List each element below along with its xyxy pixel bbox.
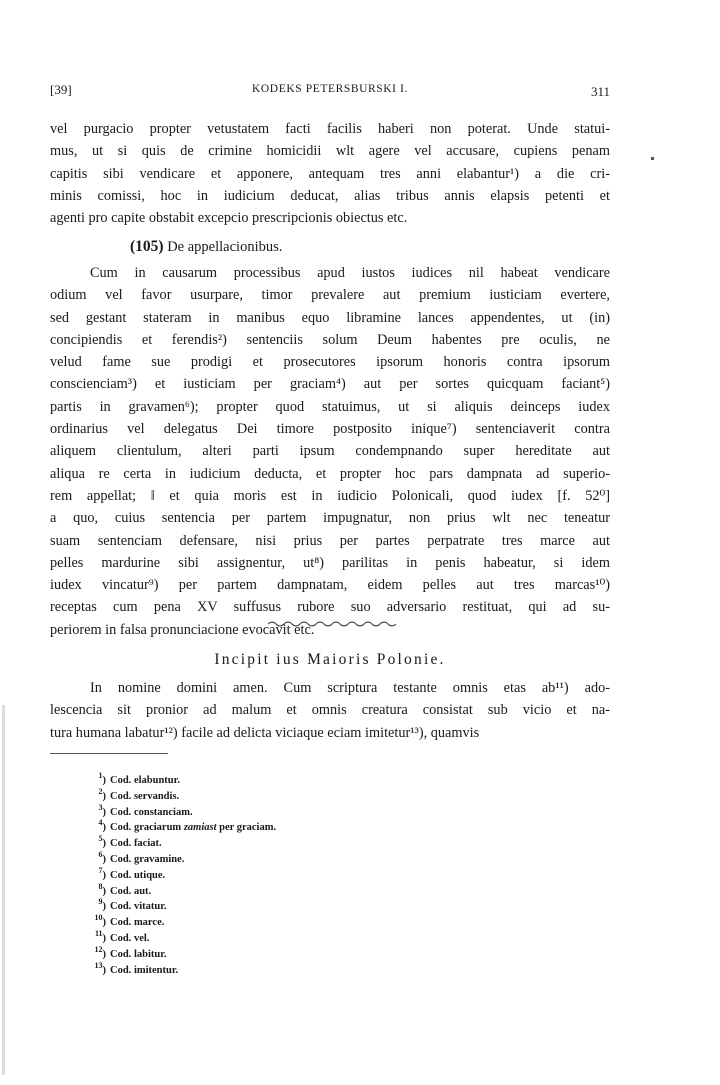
footnote-prefix: Cod.: [110, 822, 132, 834]
footnote-italic: zamiast: [183, 822, 217, 834]
footnote-text: aut.: [133, 885, 152, 897]
running-title: KODEKS PETERSBURSKI I.: [251, 83, 408, 95]
footnote-text: marce.: [133, 917, 165, 929]
footnote-text: constanciam.: [133, 806, 193, 818]
page-number: 311: [590, 84, 610, 99]
section-heading-105: [130, 238, 282, 256]
text-line: ordinarius vel delegatus Dei timore postposito inique⁷) sentenciaverit contra: [50, 421, 610, 438]
text-line: concipiendis et ferendis²) sentenciis solum Deum habentes pre oculis, ne: [50, 331, 610, 348]
footnote-prefix: Cod.: [110, 885, 132, 897]
footnote-marker: $^7$): [98, 865, 106, 881]
footnote-marker: $^5$): [98, 834, 106, 850]
footnote-text: graciarum: [133, 822, 182, 834]
footnote-marker: $^8$): [98, 881, 106, 897]
footnote-marker: $^{10}$): [94, 913, 106, 929]
footnote: [86, 944, 276, 963]
footnote-marker: $^4$): [98, 818, 106, 834]
footnote-text: imitentur.: [133, 964, 179, 976]
text-line: agenti pro capite obstabit excepcio prescripcionis obiectus etc.: [50, 210, 408, 227]
text-line: velud fame sue prodigi et prosecutores ipsorum honoris contra ipsorum: [50, 354, 610, 371]
text-line: aliquem clientulum, alteri parti ipsum condempnando super hereditate aut: [50, 443, 610, 460]
text-line: suam sentenciam defensare, nisi prius per partes perpatrate tres marce aut: [50, 532, 610, 549]
footnote-prefix: Cod.: [110, 948, 132, 960]
footnote: [86, 773, 276, 789]
footnote-marker: $^6$): [98, 849, 106, 865]
footnote: [86, 928, 276, 947]
footnote: [86, 865, 276, 884]
footnote-marker: $^{12}$): [94, 944, 106, 960]
footnote-prefix: Cod.: [110, 838, 132, 850]
footnote-prefix: Cod.: [110, 869, 132, 881]
footnote-marker: $^{13}$): [94, 960, 106, 976]
section-title: De appellacionibus.: [167, 239, 283, 255]
footnote-prefix: Cod.: [110, 932, 132, 944]
text-line: In nomine domini amen. Cum scriptura testante omnis etas ab¹¹) ado-: [90, 680, 610, 696]
footnote-prefix: Cod.: [110, 806, 132, 818]
footnote-prefix: Cod.: [110, 964, 132, 976]
footnote-marker: $^{11}$): [94, 928, 106, 944]
text-line: partis in gravamen⁶); propter quod statuimus, ut si aliquis deinceps iudex: [50, 398, 610, 415]
footnote-text: utique.: [133, 869, 166, 881]
footnote: [86, 802, 276, 821]
footnote-text: elabuntur.: [133, 775, 180, 786]
margin-dot: [651, 157, 654, 160]
footnote: [86, 786, 276, 805]
footnote-text: labitur.: [133, 948, 167, 960]
text-line: mus, ut si quis de crimine homicidii wlt agere vel accusare, cupiens penam: [50, 143, 610, 160]
footnote-text: gravamine.: [133, 853, 185, 865]
footnote-marker: $^1$): [98, 771, 106, 786]
footnote: [86, 899, 276, 915]
text-line: aliqua re certa in iudicium deducta, et propter hoc pars dampnata ad superio-: [50, 465, 610, 482]
footnote-prefix: Cod.: [110, 775, 132, 786]
text-line: Cum in causarum processibus apud iustos iudices nil habeat vendicare: [90, 265, 610, 281]
text-line: rem appellat; ‖ et quia moris est in iudicio Polonicali, quod iudex [f. 52⁰]: [50, 487, 610, 504]
footnote-separator: [50, 753, 168, 754]
footnote-text: vitatur.: [133, 901, 167, 913]
footnotes: [86, 773, 276, 978]
footnote: [86, 915, 276, 931]
footnote-marker: $^3$): [98, 802, 106, 818]
paragraph-purgacio: [50, 118, 610, 229]
footnote-prefix: Cod.: [110, 917, 132, 929]
footnote-marker: $^9$): [98, 897, 106, 913]
text-line: a quo, cuius sentencia per partem impugnatur, non prius wlt nec teneatur: [50, 510, 610, 527]
footnote-prefix: Cod.: [110, 853, 132, 865]
footnote: [86, 881, 276, 900]
text-line: sed gestant stateram in manibus equo libramine lances appendentes, ut (in): [50, 309, 610, 326]
text-line: vel purgacio propter vetustatem facti facilis haberi non poterat. Unde statui-: [50, 121, 610, 137]
text-line: iudex vincatur⁹) per partem dampnatam, eidem pelles aut tres marcas¹⁰): [50, 577, 610, 594]
text-line: receptas cum pena XV suffusus rubore suo adversario restituat, qui ad su-: [50, 599, 610, 616]
running-header: [50, 82, 610, 102]
section-number: (105): [130, 238, 164, 255]
footnote: [86, 849, 276, 868]
footnote: [86, 836, 276, 852]
footnote-rest: per graciam.: [219, 822, 277, 834]
text-line: tura humana labatur¹²) facile ad delicta viciaque eciam imitetur¹³), quamvis: [50, 724, 480, 741]
footnote-marker: $^2$): [98, 786, 106, 802]
text-line: pelles mardurine sibi assignentur, ut⁸) parilitas in penis habeatur, si idem: [50, 554, 610, 571]
footnote: [86, 960, 276, 979]
text-line: minis comissi, hoc in iudicium deducat, alias tribus annis elapsis petenti et: [50, 187, 610, 204]
paragraph-in-nomine: [50, 677, 610, 744]
footnote-text: faciat.: [133, 838, 162, 850]
text-line: lescencia sit pronior ad malum et omnis creatura consistat sub vicio et na-: [50, 702, 610, 719]
text-line: periorem in falsa pronunciacione evocavit etc.: [50, 621, 315, 638]
text-line: odium vel favor usurpare, timor prevalere aut premium iusticiam evertere,: [50, 287, 610, 304]
footnote-prefix: Cod.: [110, 901, 132, 913]
section-title-maior-polonie: Incipit ius Maioris Polonie.: [214, 651, 446, 668]
folio-marker: [39]: [50, 82, 72, 97]
footnote: [86, 820, 276, 836]
text-line: capitis sibi vendicare et apponere, antequam tres anni elabantur¹) a die cri-: [50, 165, 610, 182]
footnote-text: servandis.: [133, 790, 180, 802]
text-line: conscienciam³) et iusticiam per graciam⁴) aut per sortes quicquam faciant⁵): [50, 376, 610, 393]
paragraph-appellacionibus: [50, 262, 610, 641]
scan-edge-shadow: [2, 705, 5, 1075]
wave-ornament-divider: [268, 619, 396, 629]
footnote-prefix: Cod.: [110, 790, 132, 802]
footnote-text: vel.: [133, 932, 150, 944]
